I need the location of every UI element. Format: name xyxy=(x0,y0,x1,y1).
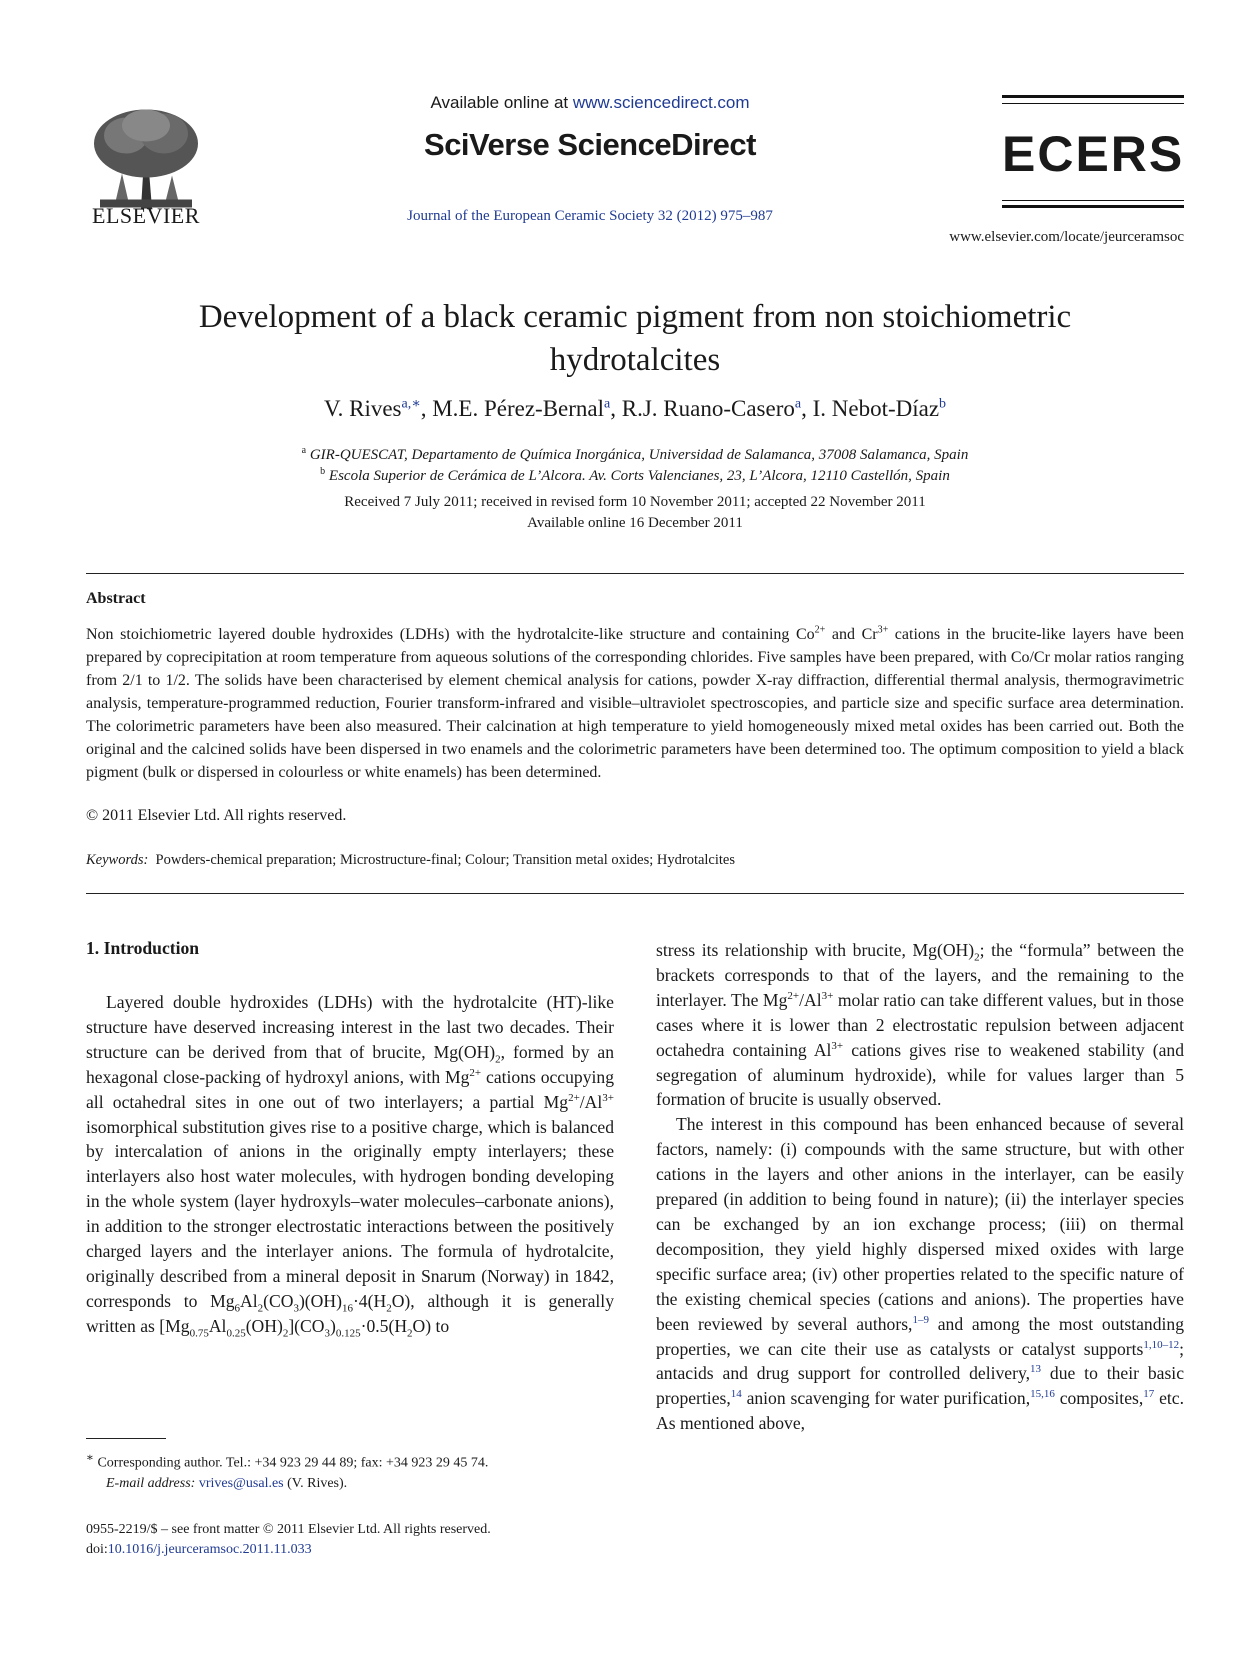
author-affiliation-mark[interactable]: a xyxy=(604,396,611,412)
abstract-copyright: © 2011 Elsevier Ltd. All rights reserved. xyxy=(86,807,347,824)
intro-paragraph: Layered double hydroxides (LDHs) with the hydrotalcite (HT)-like structure have deserved increasing interest in the last two decades. Their structure can be derived from that of brucite, $Mg(OH)_2$, formed by an hexagonal close-packing of hydroxyl anions, with $Mg^{2+}$ cations occupying all octahedral sites in one out of two interlayers; a partial $Mg^{2+}/Al^{3+}$ isomorphical substitution gives rise to a positive charge, which is balanced by intercalation of anions in the originally empty interlayers; these interlayers also host water molecules, with hydrogen bonding developing in the whole system (layer hydroxyls–water molecules–carbonate anions), in addition to the stronger electrostatic interactions between the positively charged layers and the interlayer anions. The formula of hydrotalcite, originally described from a mineral deposit in Snarum (Norway) in 1842, corresponds to $Mg_6Al_2(CO_3)(OH)_{16}\cdot 4(H_2O)$, although it is generally written as $[Mg_{0.75}Al_{0.25}(OH)_2](CO_3)_{0.125}\cdot 0.5(H_2O)$ to xyxy=(86,992,614,1340)
platform-wordmark: SciVerse ScienceDirect xyxy=(424,127,756,162)
available-online: Available online at www.sciencedirect.com xyxy=(430,93,750,112)
intro-continued: stress its relationship with brucite, $Mg(OH)_2$; the “formula” between the brackets corresponds to that of the layers, and the remaining to the interlayer. The $Mg^{2+}/Al^{3+}$ molar ratio can take different values, but in those cases where it is lower than 2 electrostatic repulsion between adjacent octahedra containing $Al^{3+}$ cations gives rise to weakened stability (and segregation of aluminum hydroxide), while for values larger than 5 formation of brucite is usually observed. The interest in this compound has been enhanced because of several factors, namely: (i) compounds with the same structure, but with other cations in the layers and other anions in the interlayer, can be easily prepared (in addition to being found in nature); (ii) the interlayer species can be exchanged by an ion exchange process; (iii) on thermal decomposition, they yield highly dispersed mixed oxides with large specific surface area; (iv) other properties related to the specific nature of the existing chemical species (cations and anions). The properties have been reviewed by several authors,$^{1-9}$ and among the most outstanding properties, we can cite their use as catalysts or catalyst supports$^{1,10-12}$; antacids and drug support for controlled delivery,$^{13}$ due to their basic properties,$^{14}$ anion scavenging for water purification,$^{15,16}$ composites,$^{17}$ etc. As mentioned above, xyxy=(656,940,1185,1434)
author-affiliation-mark[interactable]: a,∗ xyxy=(401,396,421,412)
citation-link[interactable]: 13 xyxy=(1030,1363,1042,1376)
citation-link[interactable]: 15,16 xyxy=(1030,1388,1055,1401)
author: V. Rives xyxy=(323,396,402,421)
footnote-rule xyxy=(86,1438,166,1439)
journal-url[interactable]: www.elsevier.com/locate/jeurceramsoc xyxy=(949,229,1184,245)
doi-link[interactable]: 10.1016/j.jeurceramsoc.2011.11.033 xyxy=(107,1542,312,1557)
abstract-text: Non stoichiometric layered double hydroxides (LDHs) with the hydrotalcite-like structure and containing $Co^{2+}$ and $Cr^{3+}$ cations in the brucite-like layers have been prepared by coprecipitation at room temperature from aqueous solutions of the corresponding chlorides. Five samples have been prepared, with Co/Cr molar ratios ranging from 2/1 to 1/2. The solids have been characterised by element chemical analysis for cations, powder X-ray diffraction, differential thermal analysis, thermogravimetric analysis, temperature-programmed reduction, Fourier transform-infrared and visible–ultraviolet spectroscopies, and particle size and specific surface area determination. The colorimetric parameters have been also measured. Their calcination at high temperature to yield homogeneously mixed metal oxides has been carried out. Both the original and the calcined solids have been dispersed in two enamels and the colorimetric parameters have been determined too. The optimum composition to yield a black pigment (bulk or dispersed in colourless or white enamels) has been determined. xyxy=(86,624,1184,781)
sciencedirect-link[interactable]: www.sciencedirect.com xyxy=(572,93,750,112)
keywords: Keywords: Powders-chemical preparation; Microstructure-final; Colour; Transition metal oxides; Hydrotalcites xyxy=(86,852,736,868)
affiliation-b: $^b$ Escola Superior de Cerámica de L’Alcora. Av. Corts Valencianes, 23, L’Alcora, 12110 Castellón, Spain xyxy=(320,466,950,484)
received-dates: Received 7 July 2011; received in revised form 10 November 2011; accepted 22 November 2011 xyxy=(344,494,926,510)
author: M.E. Pérez-Bernal xyxy=(432,396,605,421)
journal-reference-link[interactable]: Journal of the European Ceramic Society 32 (2012) 975–987 xyxy=(407,208,773,224)
publisher-wordmark: ELSEVIER xyxy=(92,203,200,228)
citation-link[interactable]: 17 xyxy=(1143,1388,1155,1401)
issn-doi: 0955-2219/$ – see front matter © 2011 Elsevier Ltd. All rights reserved. doi:10.1016/j.jeurceramsoc.2011.11.033 xyxy=(86,1522,491,1557)
email-link[interactable]: vrives@usal.es xyxy=(198,1475,284,1491)
corresponding-author-footnote: ∗ Corresponding author. Tel.: +34 923 29 44 89; fax: +34 923 29 45 74. E-mail address: vrives@usal.es (V. Rives). xyxy=(86,1451,489,1491)
abstract-heading: Abstract xyxy=(86,590,146,607)
author-list: V. Rives$^{a,∗}$, M.E. Pérez-Bernal$^a$, R.J. Ruano-Casero$^a$, I. Nebot-Díaz$^b$ xyxy=(323,396,947,421)
divider xyxy=(86,893,1184,894)
journal-logo xyxy=(1002,95,1184,220)
citation-link[interactable]: 14 xyxy=(730,1388,742,1401)
author: R.J. Ruano-Casero xyxy=(621,396,795,421)
author-affiliation-mark[interactable]: a xyxy=(794,396,802,412)
author: I. Nebot-Díaz xyxy=(812,396,940,421)
citation-link[interactable]: 1–9 xyxy=(912,1313,929,1326)
article-title: Development of a black ceramic pigment from non stoichiometric hydrotalcites xyxy=(198,299,1072,378)
section-heading-introduction: 1. Introduction xyxy=(86,938,200,958)
affiliation-a: $^a$ GIR-QUESCAT, Departamento de Química Inorgánica, Universidad de Salamanca, 37008 Salamanca, Spain xyxy=(301,445,969,463)
journal-logo-text: ECERS xyxy=(1002,126,1185,182)
citation-link[interactable]: 1,10–12 xyxy=(1143,1338,1180,1351)
online-date: Available online 16 December 2011 xyxy=(527,515,743,531)
divider xyxy=(86,573,1184,574)
author-affiliation-mark[interactable]: b xyxy=(939,396,947,412)
